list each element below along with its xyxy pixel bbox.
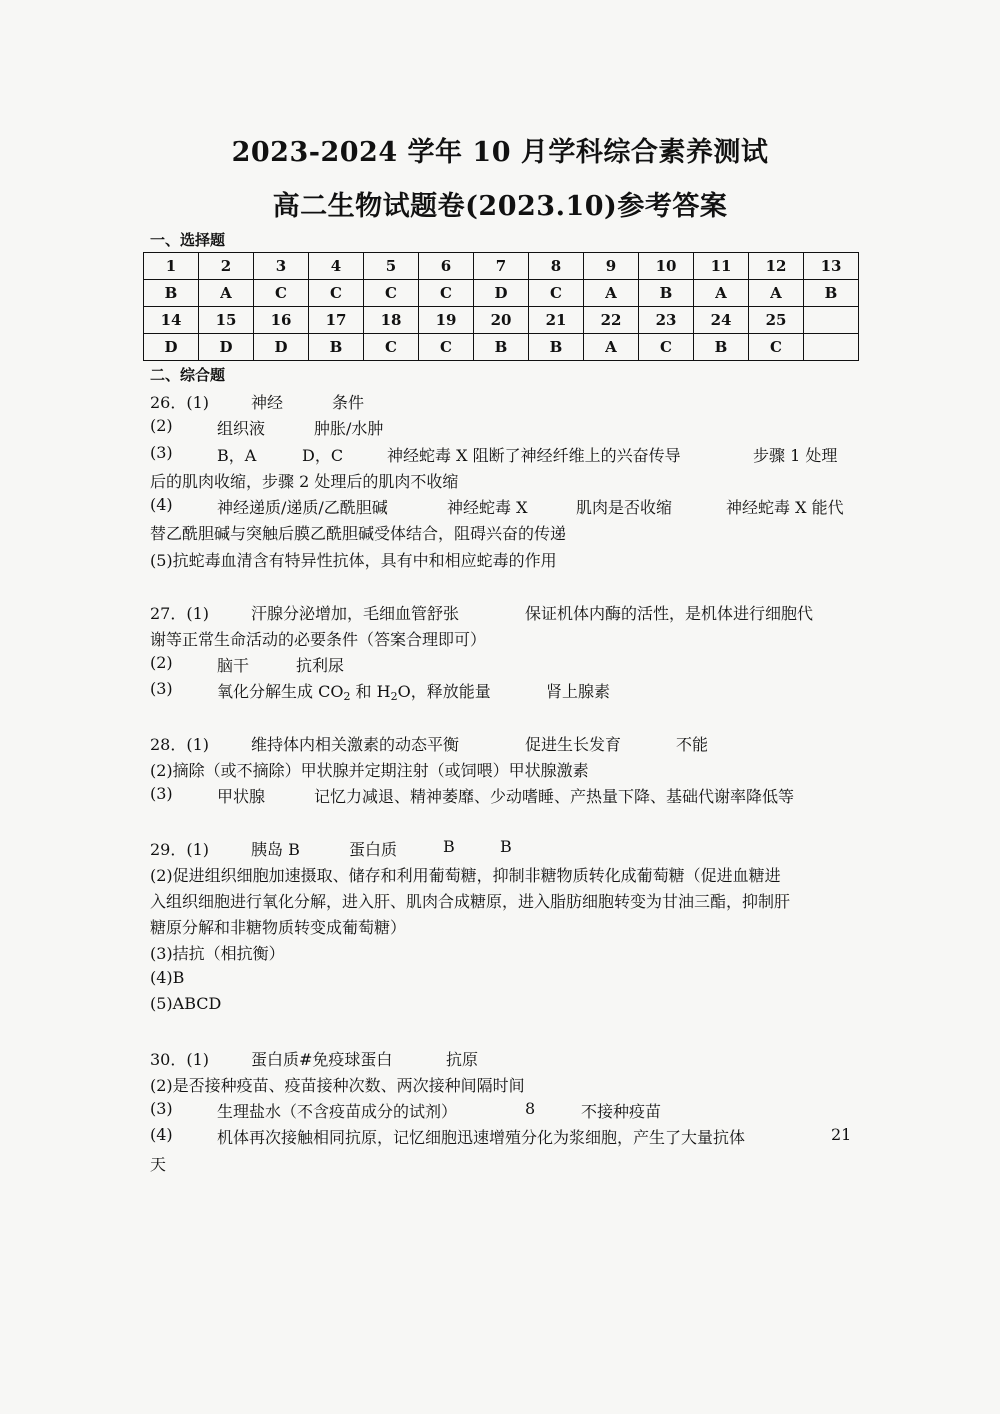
answer-table-row xyxy=(144,334,859,361)
answer-cell: B xyxy=(694,334,749,361)
q26-p4-a: 神经递质/递质/乙酰胆碱 xyxy=(217,498,388,517)
question-number-cell: 7 xyxy=(474,253,529,280)
answer-cell: C xyxy=(639,334,694,361)
q26-part4-cont: 替乙酰胆碱与突触后膜乙酰胆碱受体结合，阻碍兴奋的传递 xyxy=(150,524,567,543)
q27-p2-b: 抗利尿 xyxy=(296,656,345,675)
question-number-cell: 2 xyxy=(199,253,254,280)
q27-p3-a: 氧化分解生成 $CO_2$ 和 $H_2O$，释放能量 xyxy=(217,682,491,703)
answer-cell: C xyxy=(364,280,419,307)
answer-cell: B xyxy=(144,280,199,307)
q30-p3-a: 生理盐水（不含疫苗成分的试剂） xyxy=(217,1102,458,1121)
q27-part1-cont: 谢等正常生命活动的必要条件（答案合理即可） xyxy=(150,630,487,649)
q27-part2 xyxy=(150,653,850,675)
question-number-cell xyxy=(804,307,859,334)
q29-part2-line1: (2)促进组织细胞加速摄取、储存和利用葡萄糖，抑制非糖物质转化成葡萄糖（促进血糖进 xyxy=(150,866,781,885)
question-number-cell: 22 xyxy=(584,307,639,334)
q29-part3: (3)拮抗（相抗衡） xyxy=(150,944,285,963)
question-number-cell: 11 xyxy=(694,253,749,280)
q29-part2-line3: 糖原分解和非糖物质转变成葡萄糖） xyxy=(150,918,407,937)
question-number-cell: 20 xyxy=(474,307,529,334)
q28-part3 xyxy=(150,784,850,806)
section-comprehensive-label: 二、综合题 xyxy=(150,366,226,384)
q26-p4-d: 神经蛇毒 X 能代 xyxy=(726,498,844,517)
question-number-cell: 5 xyxy=(364,253,419,280)
answer-cell: D xyxy=(144,334,199,361)
answer-cell: C xyxy=(419,334,474,361)
answer-cell: C xyxy=(529,280,584,307)
q29-part1 xyxy=(150,837,850,859)
q30-part4 xyxy=(150,1125,850,1147)
q29-p1-b: 蛋白质 xyxy=(349,840,398,859)
q27-part3 xyxy=(150,679,850,703)
question-number-cell: 15 xyxy=(199,307,254,334)
q28-p3-a: 甲状腺 xyxy=(217,787,266,806)
answer-cell: C xyxy=(419,280,474,307)
q28-p3-num: (3) xyxy=(150,784,173,803)
q28-p3-b: 记忆力减退、精神萎靡、少动嗜睡、产热量下降、基础代谢率降低等 xyxy=(314,787,795,806)
question-number-cell: 23 xyxy=(639,307,694,334)
answer-cell xyxy=(804,334,859,361)
question-number-cell: 19 xyxy=(419,307,474,334)
q26-p1-num: 26．(1) xyxy=(150,393,210,412)
q29-p1-c: B xyxy=(443,837,455,856)
title-line-2: 高二生物试题卷(2023.10)参考答案 xyxy=(272,191,728,222)
q26-p3-d: 步骤 1 处理 xyxy=(753,446,838,465)
answer-cell: B xyxy=(309,334,364,361)
question-number-cell: 25 xyxy=(749,307,804,334)
q29-p1-a: 胰岛 B xyxy=(251,840,300,859)
q27-p2-a: 脑干 xyxy=(217,656,250,675)
q29-p1-d: B xyxy=(500,837,512,856)
q30-p1-b: 抗原 xyxy=(446,1050,479,1069)
q30-p1-num: 30．(1) xyxy=(150,1050,210,1069)
q28-p1-c: 不能 xyxy=(676,735,709,754)
q30-part2: (2)是否接种疫苗、疫苗接种次数、两次接种间隔时间 xyxy=(150,1076,525,1095)
question-number-cell: 18 xyxy=(364,307,419,334)
question-number-cell: 10 xyxy=(639,253,694,280)
question-number-cell: 6 xyxy=(419,253,474,280)
answer-cell: A xyxy=(199,280,254,307)
q30-p3-c: 不接种疫苗 xyxy=(581,1102,662,1121)
answer-cell: B xyxy=(639,280,694,307)
q27-p2-num: (2) xyxy=(150,653,173,672)
q26-part1 xyxy=(150,390,850,412)
question-number-cell: 16 xyxy=(254,307,309,334)
q30-p3-num: (3) xyxy=(150,1099,173,1118)
q30-p4-b: 21 xyxy=(831,1125,852,1144)
q30-p4-num: (4) xyxy=(150,1125,173,1144)
question-number-cell: 17 xyxy=(309,307,364,334)
q28-p1-b: 促进生长发育 xyxy=(525,735,622,754)
q26-part3-cont: 后的肌肉收缩，步骤 2 处理后的肌肉不收缩 xyxy=(150,472,459,491)
question-number-cell: 9 xyxy=(584,253,639,280)
q28-p1-a: 维持体内相关激素的动态平衡 xyxy=(251,735,460,754)
q27-p3-num: (3) xyxy=(150,679,173,698)
q26-p2-a: 组织液 xyxy=(217,419,266,438)
q29-part5: (5)ABCD xyxy=(150,994,222,1013)
q27-p1-num: 27．(1) xyxy=(150,604,210,623)
answer-cell: D xyxy=(199,334,254,361)
answer-cell: C xyxy=(749,334,804,361)
q26-p4-num: (4) xyxy=(150,495,173,514)
answer-cell: B xyxy=(529,334,584,361)
q26-p2-b: 肿胀/水肿 xyxy=(314,419,384,438)
answer-cell: A xyxy=(584,334,639,361)
answer-cell: C xyxy=(254,280,309,307)
q26-p3-a: B，A xyxy=(217,446,257,465)
answer-cell: A xyxy=(749,280,804,307)
question-number-cell: 1 xyxy=(144,253,199,280)
q26-p3-num: (3) xyxy=(150,443,173,462)
q26-part2 xyxy=(150,416,850,438)
q26-p4-b: 神经蛇毒 X xyxy=(447,498,528,517)
q26-p4-c: 肌肉是否收缩 xyxy=(576,498,673,517)
q26-part4 xyxy=(150,495,850,517)
q26-p2-num: (2) xyxy=(150,416,173,435)
answer-cell: D xyxy=(474,280,529,307)
q28-part1 xyxy=(150,732,850,754)
answer-cell: B xyxy=(474,334,529,361)
q30-part4-cont: 天 xyxy=(150,1155,167,1174)
q26-p1-a: 神经 xyxy=(251,393,284,412)
q30-part3 xyxy=(150,1099,850,1121)
q26-p1-b: 条件 xyxy=(332,393,365,412)
question-number-cell: 13 xyxy=(804,253,859,280)
question-number-cell: 14 xyxy=(144,307,199,334)
question-number-cell: 8 xyxy=(529,253,584,280)
answer-cell: C xyxy=(364,334,419,361)
question-number-cell: 3 xyxy=(254,253,309,280)
q26-p3-b: D，C xyxy=(302,446,344,465)
answer-cell: B xyxy=(804,280,859,307)
q27-p1-a: 汗腺分泌增加，毛细血管舒张 xyxy=(251,604,460,623)
answer-table-row xyxy=(144,253,859,280)
q26-part3 xyxy=(150,443,850,465)
q30-p1-a: 蛋白质#免疫球蛋白 xyxy=(251,1050,393,1069)
answer-table-row xyxy=(144,280,859,307)
question-number-cell: 21 xyxy=(529,307,584,334)
q28-p1-num: 28．(1) xyxy=(150,735,210,754)
q26-part5: (5)抗蛇毒血清含有特异性抗体，具有中和相应蛇毒的作用 xyxy=(150,551,557,570)
answer-cell: A xyxy=(584,280,639,307)
answer-cell: D xyxy=(254,334,309,361)
q30-p3-b: 8 xyxy=(525,1099,536,1118)
q27-p3-b: 肾上腺素 xyxy=(546,682,611,701)
answer-cell: A xyxy=(694,280,749,307)
q30-part1 xyxy=(150,1047,850,1069)
q27-part1 xyxy=(150,601,850,623)
q29-part2-line2: 入组织细胞进行氧化分解，进入肝、肌肉合成糖原，进入脂肪细胞转变为甘油三酯，抑制肝 xyxy=(150,892,791,911)
q29-p1-num: 29．(1) xyxy=(150,840,210,859)
q28-part2: (2)摘除（或不摘除）甲状腺并定期注射（或饲喂）甲状腺激素 xyxy=(150,761,589,780)
title-line-1: 2023-2024 学年 10 月学科综合素养测试 xyxy=(231,137,769,168)
q30-p4-a: 机体再次接触相同抗原，记忆细胞迅速增殖分化为浆细胞，产生了大量抗体 xyxy=(217,1128,746,1147)
answer-table xyxy=(143,252,859,361)
answer-cell: C xyxy=(309,280,364,307)
question-number-cell: 4 xyxy=(309,253,364,280)
question-number-cell: 12 xyxy=(749,253,804,280)
answer-table-row xyxy=(144,307,859,334)
q29-part4: (4)B xyxy=(150,968,185,987)
section-multiple-choice-label: 一、选择题 xyxy=(150,231,226,249)
question-number-cell: 24 xyxy=(694,307,749,334)
q27-p1-b: 保证机体内酶的活性，是机体进行细胞代 xyxy=(525,604,814,623)
q26-p3-c: 神经蛇毒 X 阻断了神经纤维上的兴奋传导 xyxy=(387,446,681,465)
